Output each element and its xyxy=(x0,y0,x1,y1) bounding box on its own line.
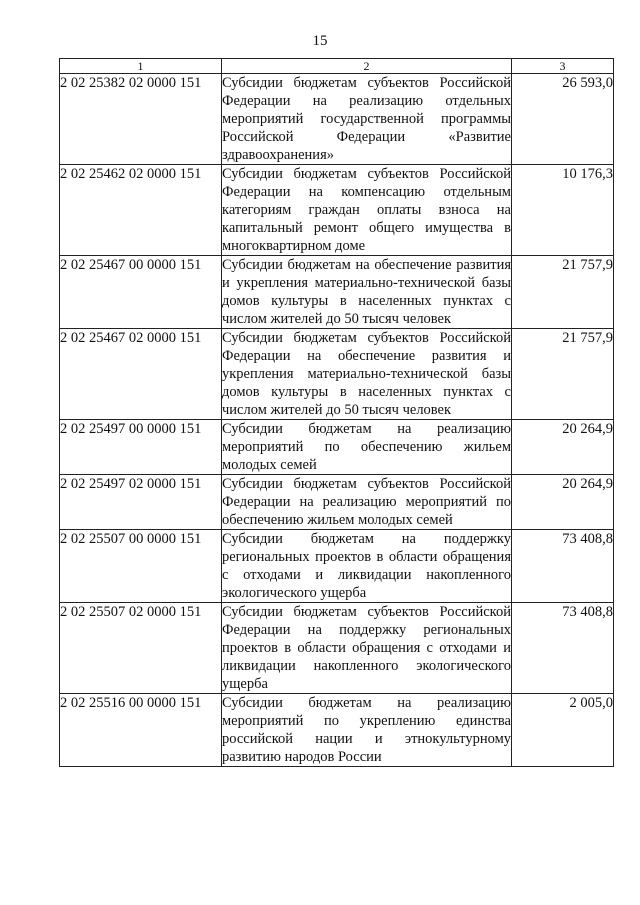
row-description: Субсидии бюджетам субъектов Российской Федерации на обеспечение развития и укрепления материально-технической базы домов культуры в населенных пунктах с числом жителей до 50 тысяч человек xyxy=(222,330,511,418)
row-code: 2 02 25507 00 0000 151 xyxy=(60,530,222,603)
row-description: Субсидии бюджетам на реализацию мероприятий по укреплению единства российской нации и этнокультурному развитию народов России xyxy=(222,695,511,765)
table-row xyxy=(60,603,614,694)
column-header-code: 1 xyxy=(60,59,222,74)
row-description: Субсидии бюджетам субъектов Российской Федерации на компенсацию отдельным категориям граждан оплаты взноса на капитальный ремонт общего имущества в многоквартирном доме xyxy=(222,166,511,254)
row-amount: 21 757,9 xyxy=(512,256,614,329)
table-row xyxy=(60,475,614,530)
column-header-description: 2 xyxy=(222,59,512,74)
row-code: 2 02 25462 02 0000 151 xyxy=(60,165,222,256)
row-description: Субсидии бюджетам субъектов Российской Федерации на поддержку региональных проектов в области обращения с отходами и ликвидации накопленного экологического ущерба xyxy=(222,604,511,692)
row-amount: 10 176,3 xyxy=(512,165,614,256)
row-amount: 2 005,0 xyxy=(512,694,614,767)
row-code: 2 02 25382 02 0000 151 xyxy=(60,74,222,165)
row-code: 2 02 25497 02 0000 151 xyxy=(60,475,222,530)
table-row xyxy=(60,165,614,256)
table-row xyxy=(60,256,614,329)
row-amount: 21 757,9 xyxy=(512,329,614,420)
row-code: 2 02 25507 02 0000 151 xyxy=(60,603,222,694)
column-header-amount: 3 xyxy=(512,59,614,74)
row-description: Субсидии бюджетам субъектов Российской Федерации на реализацию мероприятий по обеспечению жильем молодых семей xyxy=(222,476,511,528)
row-code: 2 02 25497 00 0000 151 xyxy=(60,420,222,475)
table-row xyxy=(60,329,614,420)
budget-revenue-table xyxy=(59,58,614,767)
row-code: 2 02 25467 02 0000 151 xyxy=(60,329,222,420)
page-number: 15 xyxy=(312,33,328,49)
row-amount: 26 593,0 xyxy=(512,74,614,165)
row-description: Субсидии бюджетам на обеспечение развития и укрепления материально-технической базы домов культуры в населенных пунктах с числом жителей до 50 тысяч человек xyxy=(222,257,511,327)
row-code: 2 02 25467 00 0000 151 xyxy=(60,256,222,329)
table-header-row xyxy=(60,59,614,74)
row-code: 2 02 25516 00 0000 151 xyxy=(60,694,222,767)
table-row xyxy=(60,694,614,767)
row-description: Субсидии бюджетам на поддержку региональных проектов в области обращения с отходами и ликвидации накопленного экологического ущерба xyxy=(222,531,511,601)
row-amount: 20 264,9 xyxy=(512,420,614,475)
table-row xyxy=(60,74,614,165)
row-amount: 73 408,8 xyxy=(512,603,614,694)
row-amount: 20 264,9 xyxy=(512,475,614,530)
row-amount: 73 408,8 xyxy=(512,530,614,603)
table-row xyxy=(60,530,614,603)
row-description: Субсидии бюджетам на реализацию мероприятий по обеспечению жильем молодых семей xyxy=(222,421,511,473)
table-row xyxy=(60,420,614,475)
row-description: Субсидии бюджетам субъектов Российской Федерации на реализацию отдельных мероприятий государственной программы Российской Федерации «Развитие здравоохранения» xyxy=(222,75,511,163)
